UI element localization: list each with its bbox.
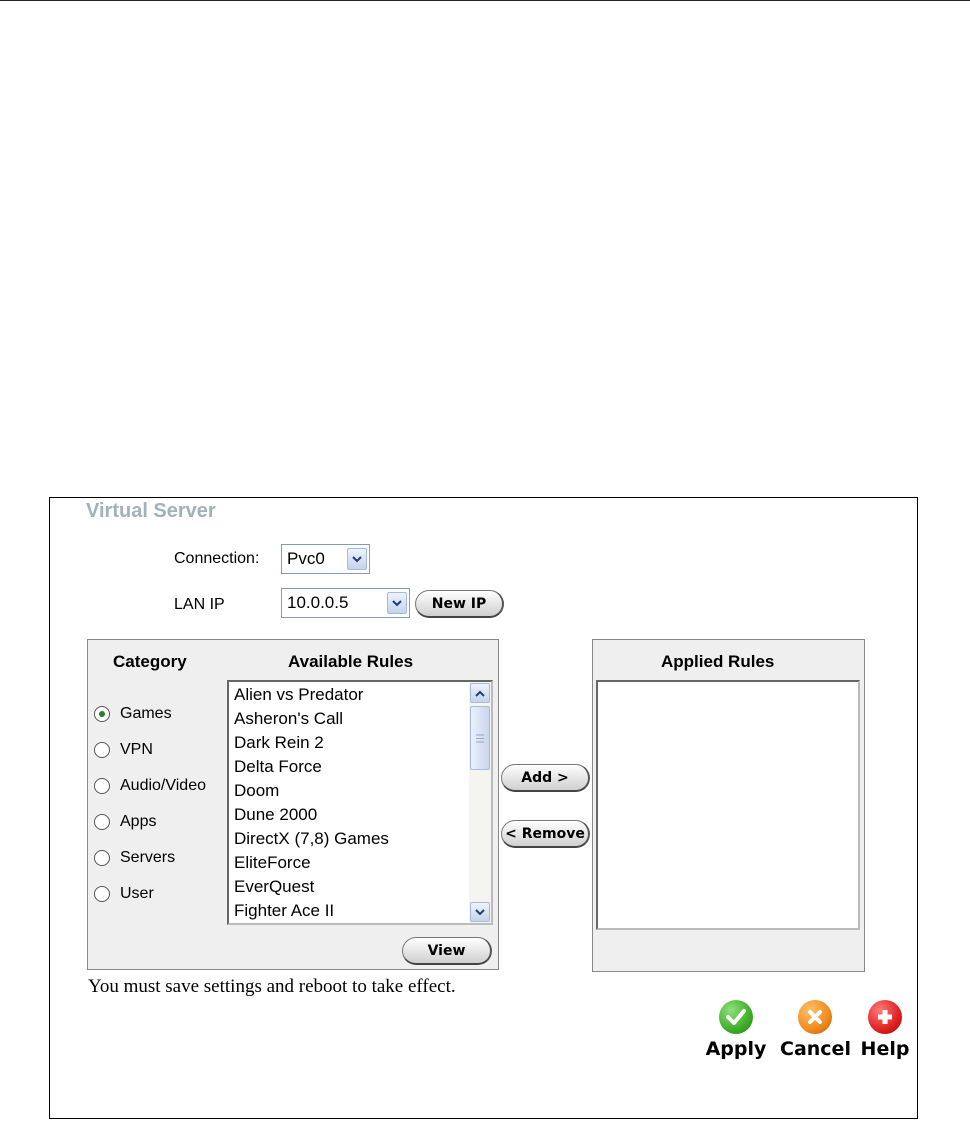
category-option-games[interactable]: Games xyxy=(94,702,172,726)
page-title: Virtual Server xyxy=(86,500,216,522)
virtual-server-screenshot xyxy=(49,497,918,1119)
rules-source-panel xyxy=(87,639,499,970)
list-item[interactable]: Asheron's Call xyxy=(234,709,344,728)
radio-checked-icon[interactable] xyxy=(94,706,110,722)
help-button[interactable]: Help xyxy=(858,1000,912,1060)
chevron-down-icon[interactable] xyxy=(387,592,407,614)
applied-rules-header: Applied Rules xyxy=(661,652,775,671)
list-item[interactable]: EverQuest xyxy=(234,877,315,896)
plus-icon xyxy=(868,1000,902,1034)
available-rules-header: Available Rules xyxy=(288,652,414,671)
list-item[interactable]: Doom xyxy=(234,781,280,800)
checkmark-icon xyxy=(719,1000,753,1034)
close-icon xyxy=(798,1000,832,1034)
connection-label: Connection: xyxy=(174,550,260,567)
new-ip-button[interactable]: New IP xyxy=(415,590,504,618)
list-item[interactable]: EliteForce xyxy=(234,853,311,872)
radio-icon[interactable] xyxy=(94,814,110,830)
reboot-note: You must save settings and reboot to take effect. xyxy=(88,976,456,997)
view-button[interactable]: View xyxy=(402,937,492,965)
apply-button[interactable]: Apply xyxy=(704,1000,768,1060)
list-item[interactable]: Alien vs Predator xyxy=(234,685,364,704)
scroll-thumb[interactable] xyxy=(470,706,490,770)
list-item[interactable]: Delta Force xyxy=(234,757,322,776)
top-divider xyxy=(0,0,970,1)
radio-icon[interactable] xyxy=(94,742,110,758)
lan-ip-label: LAN IP xyxy=(174,596,225,613)
connection-value: Pvc0 xyxy=(287,549,325,568)
connection-select[interactable] xyxy=(281,544,370,574)
list-item[interactable]: Dark Rein 2 xyxy=(234,733,324,752)
list-item[interactable]: Fighter Ace II xyxy=(234,901,335,920)
list-item[interactable]: DirectX (7,8) Games xyxy=(234,829,389,848)
radio-icon[interactable] xyxy=(94,850,110,866)
category-option-audio-video[interactable]: Audio/Video xyxy=(94,774,206,798)
list-scrollbar[interactable] xyxy=(469,682,491,923)
category-header: Category xyxy=(113,652,187,671)
scroll-down-icon[interactable] xyxy=(470,902,490,922)
applied-rules-list[interactable] xyxy=(596,680,860,930)
list-item[interactable]: Dune 2000 xyxy=(234,805,318,824)
applied-rules-panel xyxy=(592,639,865,972)
radio-icon[interactable] xyxy=(94,778,110,794)
add-button[interactable]: Add > xyxy=(501,764,590,792)
chevron-down-icon[interactable] xyxy=(347,548,367,570)
lan-ip-select[interactable] xyxy=(281,588,410,618)
radio-icon[interactable] xyxy=(94,886,110,902)
remove-button[interactable]: < Remove xyxy=(501,820,590,848)
cancel-button[interactable]: Cancel xyxy=(780,1000,850,1060)
category-option-vpn[interactable]: VPN xyxy=(94,738,153,762)
category-option-servers[interactable]: Servers xyxy=(94,846,175,870)
available-rules-list[interactable] xyxy=(227,680,493,925)
category-option-apps[interactable]: Apps xyxy=(94,810,156,834)
scroll-up-icon[interactable] xyxy=(470,683,490,703)
category-option-user[interactable]: User xyxy=(94,882,154,906)
lan-ip-value: 10.0.0.5 xyxy=(287,593,349,612)
